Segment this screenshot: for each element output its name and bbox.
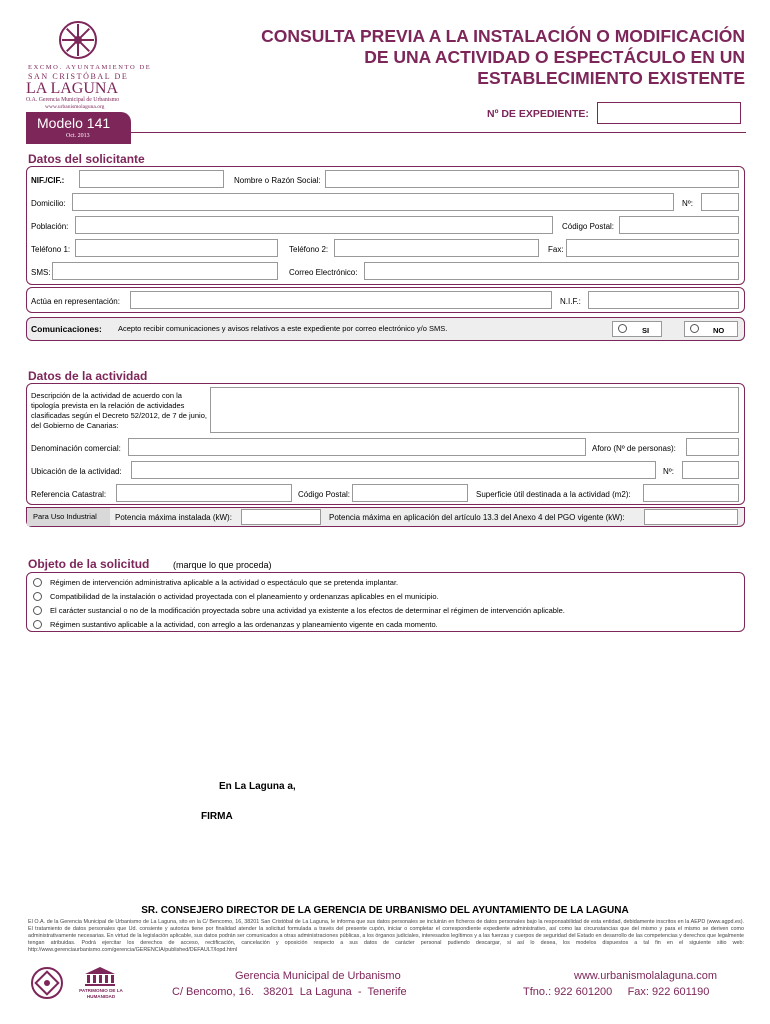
footer-telefono: Tfno.: 922 601200 Fax: 922 601190: [523, 986, 710, 998]
nif-label: NIF./CIF.:: [31, 176, 65, 185]
descripcion-input[interactable]: [210, 387, 739, 433]
denominacion-input[interactable]: [128, 438, 586, 456]
expediente-input[interactable]: [597, 102, 741, 124]
telefono2-label: Teléfono 2:: [289, 245, 329, 254]
poblacion-label: Población:: [31, 222, 69, 231]
superficie-input[interactable]: [643, 484, 739, 502]
nombre-input[interactable]: [325, 170, 739, 188]
domicilio-numero-label: Nº:: [682, 199, 693, 208]
la-laguna-text: LA LAGUNA: [26, 80, 118, 97]
potencia-aplicacion-input[interactable]: [644, 509, 738, 525]
objeto-radio-4[interactable]: [33, 620, 42, 629]
domicilio-input[interactable]: [72, 193, 674, 211]
legal-text: El O.A. de la Gerencia Municipal de Urbanismo de La Laguna, sito en la C/ Bencomo, 16, 38201 San Cristóbal de La Laguna, le informa que sus datos personales se incluirán en ficheros de datos personales bajo la responsabilidad de esta entidad, debidamente inscritos en la AEPD (www.agpd.es). El tratamiento de datos personales que Ud. consiente y autoriza tiene por finalidad atender la solicitud formulada a través del presente cupón, iniciar o completar el correspondiente expediente administrativo, así como las circunstancias que del mismo y para el mismo se deriven como administrativamente necesarias. En virtud de la legislación aplicable, sus datos podrán ser comunicados a otras administraciones públicas, a los órganos judiciales, interesados legítimos y a las fuerzas y cuerpos de seguridad del Estado en desarrollo de las competencias y derechos que legalmente tengan atribuidas. Podrá ejercitar los derechos de acceso, rectificación, cancelación y oposición respecto a sus datos de carácter personal pudiendo descargar, si así lo desea, los modelos dispuestos a tal fin en el siguiente sitio web: http://www.gerenciaurbanismo.com/gerencia/GERENCIA/published/DEFAULT/lopd.html: [28, 919, 744, 953]
si-label: SI: [642, 326, 650, 335]
solicitante-title: Datos del solicitante: [28, 152, 145, 166]
objeto-option-3: El carácter sustancial o no de la modificación proyectada sobre una actividad ya existente a los efectos de determinar el régimen de intervención aplicable.: [50, 606, 565, 615]
objeto-option-1: Régimen de intervención administrativa aplicable a la actividad o espectáculo que se pretenda implantar.: [50, 578, 399, 587]
nif2-label: N.I.F.:: [560, 297, 581, 306]
telefono2-input[interactable]: [334, 239, 539, 257]
lugar-fecha: En La Laguna a,: [219, 781, 296, 792]
referencia-label: Referencia Catastral:: [31, 490, 107, 499]
expediente-label: Nº DE EXPEDIENTE:: [487, 108, 589, 120]
actividad-cp-label: Código Postal:: [298, 490, 351, 499]
objeto-radio-2[interactable]: [33, 592, 42, 601]
modelo-badge: [26, 112, 131, 144]
potencia-aplicacion-label: Potencia máxima en aplicación del artículo 13.3 del Anexo 4 del PGO vigente (kW):: [329, 513, 625, 522]
referencia-input[interactable]: [116, 484, 292, 502]
representacion-label: Actúa en representación:: [31, 297, 120, 306]
telefono1-input[interactable]: [75, 239, 278, 257]
title-line-2: DE UNA ACTIVIDAD O ESPECTÁCULO EN UN: [364, 47, 745, 67]
title-line-1: CONSULTA PREVIA A LA INSTALACIÓN O MODIFICACIÓN: [261, 26, 745, 46]
denominacion-label: Denominación comercial:: [31, 444, 121, 453]
actividad-cp-input[interactable]: [352, 484, 468, 502]
modelo-text: Modelo 141: [37, 115, 111, 131]
fax-label: Fax:: [548, 245, 564, 254]
ubicacion-label: Ubicación de la actividad:: [31, 467, 122, 476]
footer-web[interactable]: www.urbanismolalaguna.com: [574, 970, 718, 982]
ubicacion-numero-label: Nº:: [663, 467, 674, 476]
domicilio-numero-input[interactable]: [701, 193, 739, 211]
form-title: [130, 26, 745, 89]
superficie-label: Superficie útil destinada a la actividad (m2):: [476, 490, 631, 499]
uso-industrial-label: Para Uso Industrial: [33, 512, 97, 521]
destinatario: SR. CONSEJERO DIRECTOR DE LA GERENCIA DE URBANISMO DEL AYUNTAMIENTO DE LA LAGUNA: [141, 905, 629, 916]
ubicacion-input[interactable]: [131, 461, 656, 479]
footer-gerencia: Gerencia Municipal de Urbanismo: [235, 970, 401, 982]
sms-input[interactable]: [52, 262, 278, 280]
objeto-option-2: Compatibilidad de la instalación o actividad proyectada con el planeamiento y ordenanzas aplicables en el municipio.: [50, 592, 439, 601]
correo-input[interactable]: [364, 262, 739, 280]
world-heritage-icon: [30, 966, 64, 1000]
gerencia-line: O.A. Gerencia Municipal de Urbanismo: [26, 97, 120, 103]
objeto-radio-1[interactable]: [33, 578, 42, 587]
web-line: www.urbanismolaguna.org: [45, 104, 105, 110]
modelo-date: Oct. 2013: [66, 133, 90, 139]
domicilio-label: Domicilio:: [31, 199, 66, 208]
excmo-text: EXCMO. AYUNTAMIENTO DE: [28, 64, 152, 71]
objeto-radio-3[interactable]: [33, 606, 42, 615]
descripcion-label: Descripción de la actividad de acuerdo con la tipología prevista en la relación de actividades clasificadas según el Decreto 52/2012, de 7 de junio, del Gobierno de Canarias:: [31, 391, 207, 430]
no-radio[interactable]: [690, 324, 699, 333]
sms-label: SMS:: [31, 268, 51, 277]
objeto-subtitle: (marque lo que proceda): [173, 560, 272, 570]
fax-input[interactable]: [566, 239, 739, 257]
nif-input[interactable]: [79, 170, 224, 188]
codigo-postal-input[interactable]: [619, 216, 739, 234]
firma-label: FIRMA: [201, 811, 233, 822]
objeto-title: Objeto de la solicitud: [28, 557, 150, 571]
potencia-input[interactable]: [241, 509, 321, 525]
nif2-input[interactable]: [588, 291, 739, 309]
potencia-label: Potencia máxima instalada (kW):: [115, 513, 232, 522]
telefono1-label: Teléfono 1:: [31, 245, 71, 254]
objeto-option-4: Régimen sustantivo aplicable a la actividad, con arreglo a las ordenanzas y planeamiento vigente en cada momento.: [50, 620, 438, 629]
ubicacion-numero-input[interactable]: [682, 461, 739, 479]
san-cristobal-text: SAN CRISTÓBAL DE: [28, 72, 129, 81]
title-line-3: ESTABLECIMIENTO EXISTENTE: [477, 68, 745, 88]
comunicaciones-text: Acepto recibir comunicaciones y avisos relativos a este expediente por correo electrónico y/o SMS.: [118, 324, 448, 333]
representacion-input[interactable]: [130, 291, 552, 309]
codigo-postal-label: Código Postal:: [562, 222, 615, 231]
comunicaciones-label: Comunicaciones:: [31, 324, 102, 334]
no-label: NO: [713, 326, 725, 335]
nombre-label: Nombre o Razón Social:: [234, 176, 321, 185]
logo-emblem-icon: [58, 20, 98, 60]
actividad-title: Datos de la actividad: [28, 369, 148, 383]
poblacion-input[interactable]: [75, 216, 553, 234]
footer-direccion: C/ Bencomo, 16. 38201 La Laguna - Tenerife: [172, 986, 407, 998]
si-radio[interactable]: [618, 324, 627, 333]
aforo-input[interactable]: [686, 438, 739, 456]
unesco-icon: [84, 966, 116, 986]
aforo-label: Aforo (Nº de personas):: [592, 444, 676, 453]
correo-label: Correo Electrónico:: [289, 268, 358, 277]
header-divider: [130, 132, 746, 133]
patrimonio-text: PATRIMONIO DE LA HUMANIDAD: [79, 988, 123, 999]
